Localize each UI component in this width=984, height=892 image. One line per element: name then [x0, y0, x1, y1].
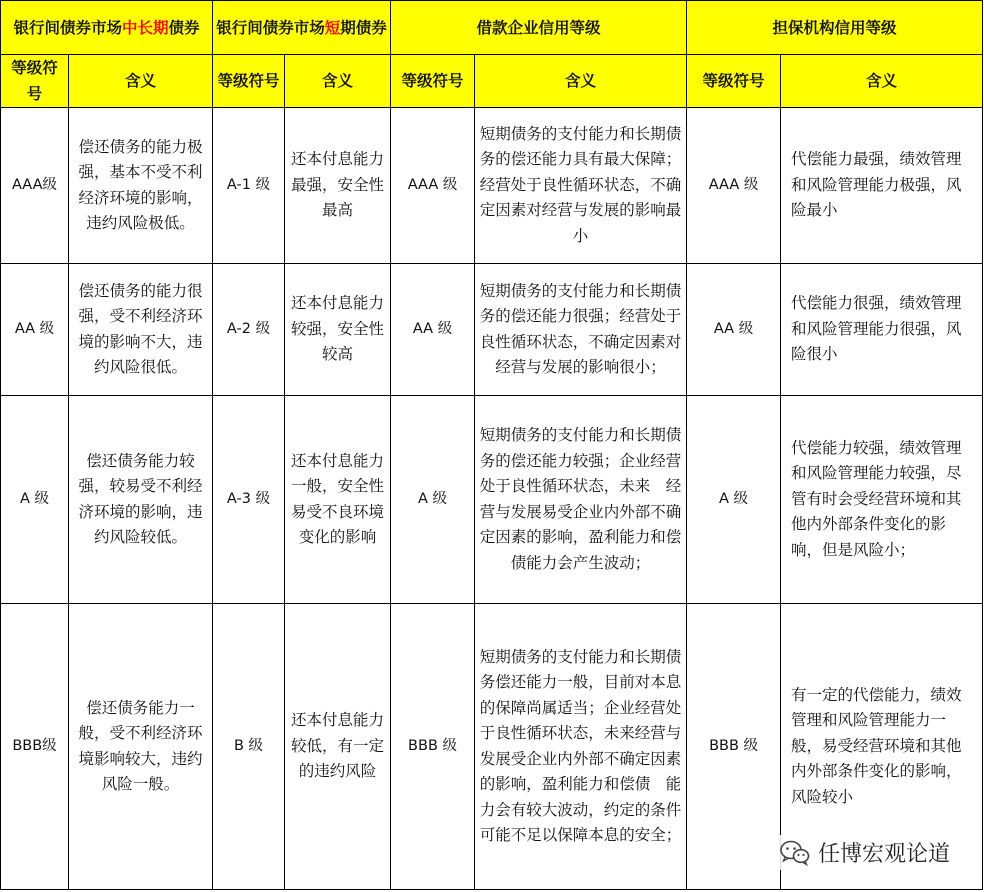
- bc-grade-cell: BBB 级: [391, 604, 475, 890]
- col-symbol-short: 等级符号: [213, 55, 285, 108]
- ml-grade-cell: AAA级: [1, 108, 69, 264]
- st-grade-cell: A-2 级: [213, 264, 285, 396]
- bc-meaning-cell: 短期债务的支付能力和长期债务的偿还能力较强；企业经营处于良性循环状态，未来 经营与发展易受企业内外部不确定因素的影响，盈利能力和偿债能力会产生波动；: [475, 396, 687, 604]
- gc-grade-cell: AA 级: [687, 264, 781, 396]
- bc-grade-cell: A 级: [391, 396, 475, 604]
- col-meaning-borrower: 含义: [475, 55, 687, 108]
- gc-meaning-cell: 有一定的代偿能力，绩效管理和风险管理能力一般，易受经营环境和其他内外部条件变化的影响，风险较小: [781, 604, 983, 890]
- col-symbol-mid-long: 等级符号: [1, 55, 69, 108]
- gc-grade-cell: AAA 级: [687, 108, 781, 264]
- header-short-bonds: 银行间债券市场短期债券: [213, 1, 391, 55]
- gc-meaning-cell: 代偿能力较强，绩效管理和风险管理能力较强，尽管有时会受经营环境和其他内外部条件变化的影响，但是风险小；: [781, 396, 983, 604]
- col-meaning-mid-long: 含义: [69, 55, 213, 108]
- bc-grade-cell: AA 级: [391, 264, 475, 396]
- ml-grade-cell: BBB级: [1, 604, 69, 890]
- watermark: [776, 835, 954, 870]
- column-header-row: [1, 55, 983, 108]
- st-grade-cell: B 级: [213, 604, 285, 890]
- col-meaning-short: 含义: [285, 55, 391, 108]
- table-row: [1, 396, 983, 604]
- st-meaning-cell: 还本付息能力较强，安全性较高: [285, 264, 391, 396]
- ml-meaning-cell: 偿还债务能力较强，较易受不利经济环境的影响，违约风险较低。: [69, 396, 213, 604]
- col-meaning-guarantor: 含义: [781, 55, 983, 108]
- st-grade-cell: A-3 级: [213, 396, 285, 604]
- col-symbol-guarantor: 等级符号: [687, 55, 781, 108]
- header-mid-long-bonds: 银行间债券市场中长期债券: [1, 1, 213, 55]
- bc-grade-cell: AAA 级: [391, 108, 475, 264]
- gc-meaning-cell: 代偿能力最强，绩效管理和风险管理能力极强，风险最小: [781, 108, 983, 264]
- bc-meaning-cell: 短期债务的支付能力和长期债务偿还能力一般，目前对本息的保障尚属适当；企业经营处于良性循环状态，未来经营与发展受企业内外部不确定因素的影响，盈利能力和偿债 能力会有较大波动，约定的条件可能不足以保障本息的安全；: [475, 604, 687, 890]
- table-row: [1, 264, 983, 396]
- st-meaning-cell: 还本付息能力最强，安全性最高: [285, 108, 391, 264]
- gc-meaning-cell: 代偿能力很强，绩效管理和风险管理能力很强，风险很小: [781, 264, 983, 396]
- gc-grade-cell: BBB 级: [687, 604, 781, 890]
- st-meaning-cell: 还本付息能力一般，安全性易受不良环境变化的影响: [285, 396, 391, 604]
- st-grade-cell: A-1 级: [213, 108, 285, 264]
- ml-meaning-cell: 偿还债务的能力极强，基本不受不利经济环境的影响，违约风险极低。: [69, 108, 213, 264]
- col-symbol-borrower: 等级符号: [391, 55, 475, 108]
- st-meaning-cell: 还本付息能力较低，有一定的违约风险: [285, 604, 391, 890]
- table-row: [1, 108, 983, 264]
- bc-meaning-cell: 短期债务的支付能力和长期债务的偿还能力具有最大保障；经营处于良性循环状态，不确定因素对经营与发展的影响最小: [475, 108, 687, 264]
- header-borrower-credit: 借款企业信用等级: [391, 1, 687, 55]
- header-guarantor-credit: 担保机构信用等级: [687, 1, 983, 55]
- group-header-row: [1, 1, 983, 55]
- ml-meaning-cell: 偿还债务的能力很强，受不利经济环境的影响不大，违约风险很低。: [69, 264, 213, 396]
- gc-grade-cell: A 级: [687, 396, 781, 604]
- bc-meaning-cell: 短期债务的支付能力和长期债务的偿还能力很强；经营处于良性循环状态，不确定因素对经营与发展的影响很小；: [475, 264, 687, 396]
- wechat-icon: [780, 840, 810, 866]
- ml-grade-cell: AA 级: [1, 264, 69, 396]
- watermark-text: 任博宏观论道: [817, 842, 950, 867]
- ml-grade-cell: A 级: [1, 396, 69, 604]
- ml-meaning-cell: 偿还债务能力一般，受不利经济环境影响较大，违约风险一般。: [69, 604, 213, 890]
